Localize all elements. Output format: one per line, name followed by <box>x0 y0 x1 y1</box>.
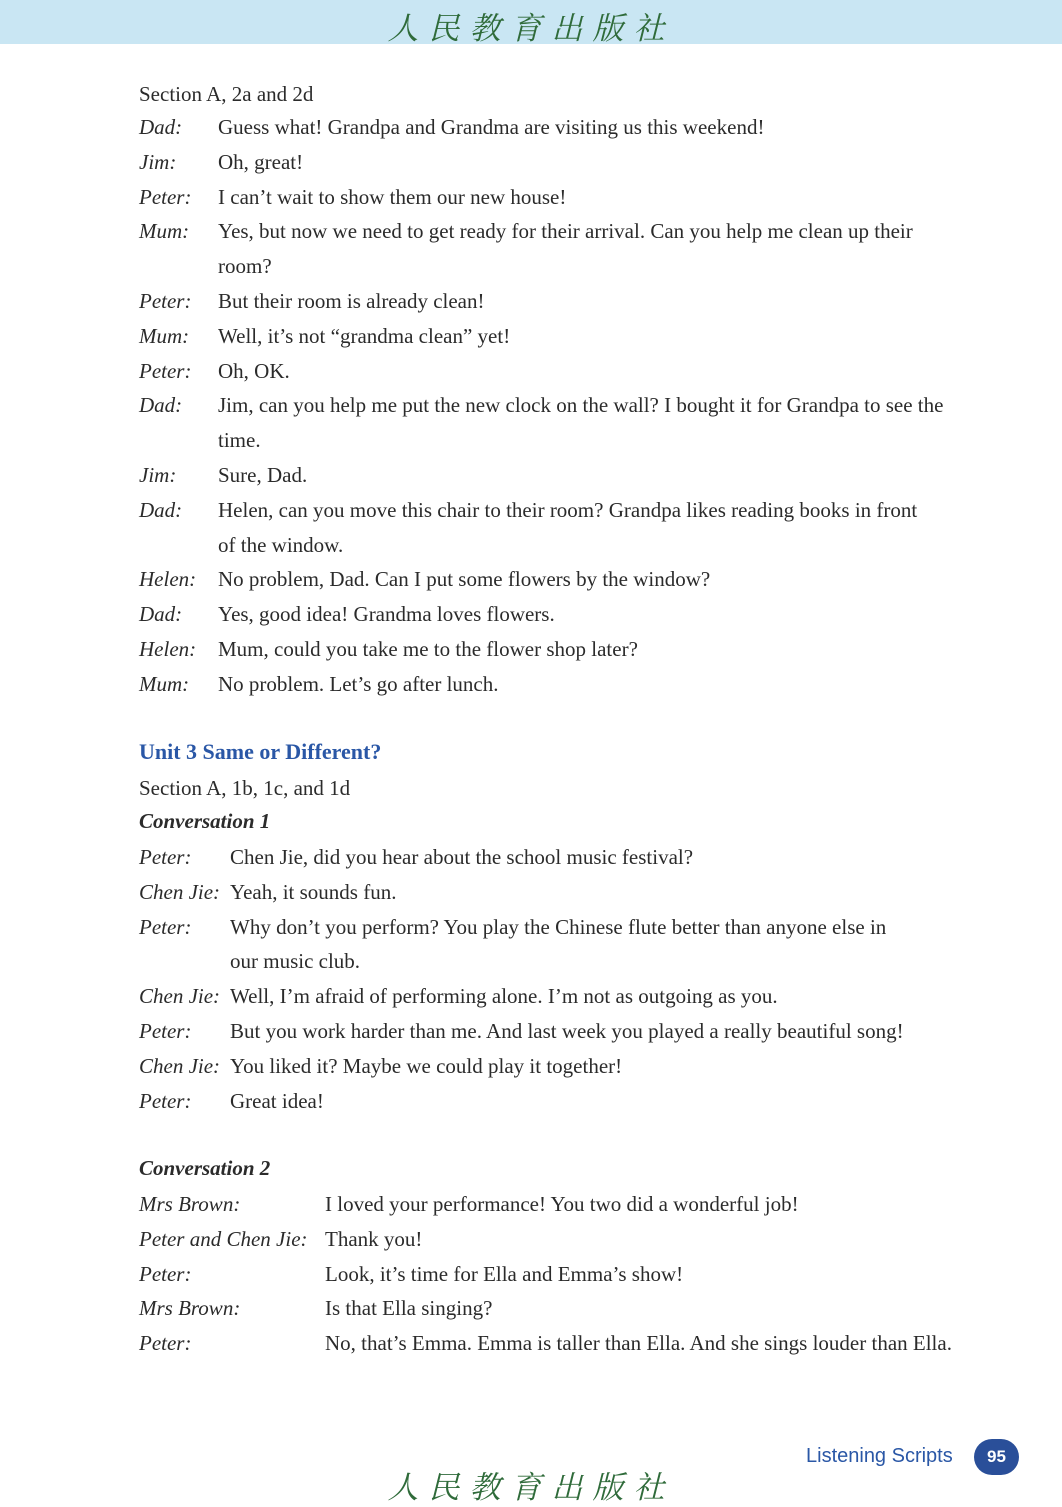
dialogue-text: Oh, great! <box>218 149 304 174</box>
dialogue-text: Chen Jie, did you hear about the school music festival? <box>230 845 694 869</box>
speaker-name: Mum: <box>139 671 190 696</box>
dialogue-text: I can’t wait to show them our new house! <box>218 184 567 209</box>
speaker-name: Chen Jie: <box>139 879 221 904</box>
speaker-name: Peter: <box>139 289 192 313</box>
footer-label: Listening Scripts <box>806 1445 953 1467</box>
speaker-name: Dad: <box>139 602 183 627</box>
speaker-name: Chen Jie: <box>139 1053 221 1078</box>
dialogue-text: Well, it’s not “grandma clean” yet! <box>218 323 511 348</box>
speaker-name: Peter and Chen Jie: <box>139 1226 308 1251</box>
publisher-logo-footer: 人民教育出版社 <box>387 1470 675 1506</box>
dialogue-text: Well, I’m afraid of performing alone. I’m not as outgoing as you. <box>230 984 778 1009</box>
dialogue-text: Yes, good idea! Grandma loves flowers. <box>218 602 555 627</box>
dialogue-text: of the window. <box>218 532 344 557</box>
dialogue-text: Look, it’s time for Ella and Emma’s show! <box>325 1261 684 1286</box>
speaker-name: Mum: <box>139 323 190 348</box>
speaker-name: Peter: <box>139 1019 192 1043</box>
speaker-name: Peter: <box>139 184 192 209</box>
dialogue-text: Why don’t you perform? You play the Chinese flute better than anyone else in <box>230 914 887 939</box>
dialogue-text: Is that Ella singing? <box>325 1296 493 1321</box>
speaker-name: Helen: <box>139 567 197 592</box>
dialogue-text: Yes, but now we need to get ready for their arrival. Can you help me clean up their <box>218 219 913 244</box>
speaker-name: Peter: <box>139 358 192 383</box>
dialogue-text: No, that’s Emma. Emma is taller than Ella. And she sings louder than Ella. <box>325 1331 952 1356</box>
section-a-heading: Section A, 2a and 2d <box>139 82 314 106</box>
conversation-2-heading: Conversation 2 <box>139 1156 271 1180</box>
unit-3-section-heading: Section A, 1b, 1c, and 1d <box>139 776 351 800</box>
dialogue-text: But their room is already clean! <box>218 289 485 313</box>
speaker-name: Jim: <box>139 463 177 487</box>
dialogue-text: You liked it? Maybe we could play it together! <box>230 1053 623 1078</box>
speaker-name: Peter: <box>139 845 192 869</box>
speaker-name: Peter: <box>139 914 192 939</box>
speaker-name: Dad: <box>139 497 183 522</box>
speaker-name: Dad: <box>139 115 183 139</box>
dialogue-text: Jim, can you help me put the new clock on the wall? I bought it for Grandpa to see the <box>218 393 944 418</box>
conversation-1-heading: Conversation 1 <box>139 809 271 833</box>
speaker-name: Peter: <box>139 1261 192 1286</box>
speaker-name: Peter: <box>139 1331 192 1356</box>
dialogue-text: Helen, can you move this chair to their room? Grandpa likes reading books in front <box>218 497 918 522</box>
dialogue-text: Yeah, it sounds fun. <box>230 879 397 904</box>
dialogue-text: No problem. Let’s go after lunch. <box>218 671 499 696</box>
dialogue-text: Thank you! <box>325 1226 423 1251</box>
dialogue-text: Mum, could you take me to the flower shop later? <box>218 637 638 661</box>
speaker-name: Peter: <box>139 1088 192 1113</box>
dialogue-text: time. <box>218 428 261 453</box>
speaker-name: Helen: <box>139 637 197 661</box>
dialogue-text: I loved your performance! You two did a wonderful job! <box>325 1192 799 1216</box>
dialogue-text: No problem, Dad. Can I put some flowers by the window? <box>218 567 711 592</box>
speaker-name: Jim: <box>139 149 177 174</box>
speaker-name: Dad: <box>139 393 183 418</box>
dialogue-text: Great idea! <box>230 1088 324 1113</box>
dialogue-text: Guess what! Grandpa and Grandma are visiting us this weekend! <box>218 115 765 139</box>
dialogue-text: But you work harder than me. And last week you played a really beautiful song! <box>230 1019 904 1043</box>
page-number-badge: 95 <box>974 1439 1019 1475</box>
unit-3-title: Unit 3 Same or Different? <box>139 739 382 764</box>
publisher-logo: 人民教育出版社 <box>387 11 675 47</box>
dialogue-text: room? <box>218 254 272 279</box>
speaker-name: Mrs Brown: <box>139 1192 241 1216</box>
dialogue-text: Sure, Dad. <box>218 463 308 487</box>
dialogue-text: Oh, OK. <box>218 358 290 383</box>
speaker-name: Mum: <box>139 219 190 244</box>
speaker-name: Mrs Brown: <box>139 1296 241 1321</box>
speaker-name: Chen Jie: <box>139 984 221 1009</box>
dialogue-text: our music club. <box>230 949 361 974</box>
